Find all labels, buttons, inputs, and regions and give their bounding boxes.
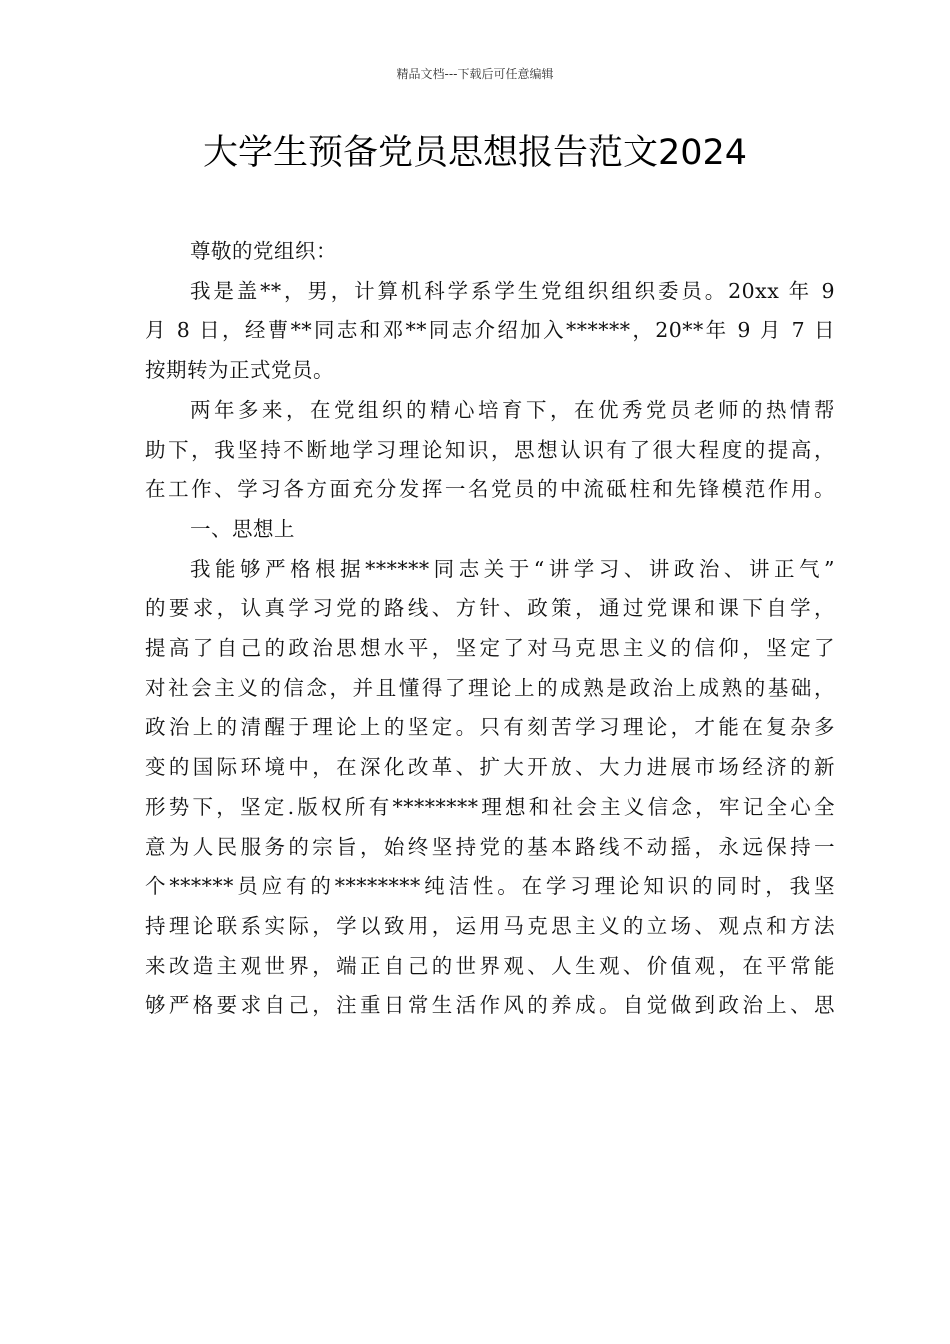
paragraph-line: 来改造主观世界，端正自己的世界观、人生观、价值观，在平常能 [145, 953, 835, 978]
header-note: 精品文档---下载后可任意编辑 [396, 67, 554, 81]
paragraph-line: 按期转为正式党员。 [145, 358, 334, 383]
section-heading: 一、思想上 [190, 516, 295, 541]
paragraph-line: 持理论联系实际，学以致用，运用马克思主义的立场、观点和方法 [145, 913, 835, 938]
document-body [145, 232, 835, 1026]
paragraph-line: 够严格要求自己，注重日常生活作风的养成。自觉做到政治上、思 [145, 993, 835, 1018]
paragraph-line: 我是盖**，男，计算机科学系学生党组织组织委员。20xx 年 9 [190, 278, 835, 303]
paragraph-line: 助下，我坚持不断地学习理论知识，思想认识有了很大程度的提高， [145, 437, 835, 462]
paragraph-line: 我能够严格根据******同志关于“讲学习、讲政治、讲正气” [190, 556, 835, 581]
paragraph-line: 在工作、学习各方面充分发挥一名党员的中流砥柱和先锋模范作用。 [145, 477, 835, 502]
paragraph-line: 的要求，认真学习党的路线、方针、政策，通过党课和课下自学， [145, 596, 835, 621]
document-title: 大学生预备党员思想报告范文2024 [202, 133, 748, 173]
paragraph-line: 提高了自己的政治思想水平，坚定了对马克思主义的信仰，坚定了 [145, 636, 835, 661]
paragraph-line: 意为人民服务的宗旨，始终坚持党的基本路线不动摇，永远保持一 [145, 834, 835, 859]
paragraph-line: 两年多来，在党组织的精心培育下，在优秀党员老师的热情帮 [190, 397, 835, 422]
paragraph-line: 形势下，坚定.版权所有********理想和社会主义信念，牢记全心全 [145, 794, 835, 819]
paragraph-line: 政治上的清醒于理论上的坚定。只有刻苦学习理论，才能在复杂多 [145, 715, 835, 740]
paragraph-line: 变的国际环境中，在深化改革、扩大开放、大力进展市场经济的新 [145, 755, 835, 780]
paragraph-line: 月 8 日，经曹**同志和邓**同志介绍加入******，20**年 9 月 7 日 [145, 318, 835, 343]
paragraph-line: 对社会主义的信念，并且懂得了理论上的成熟是政治上成熟的基础， [145, 675, 835, 700]
paragraph-line: 个******员应有的********纯洁性。在学习理论知识的同时，我坚 [145, 874, 835, 899]
salutation: 尊敬的党组织： [190, 239, 337, 263]
